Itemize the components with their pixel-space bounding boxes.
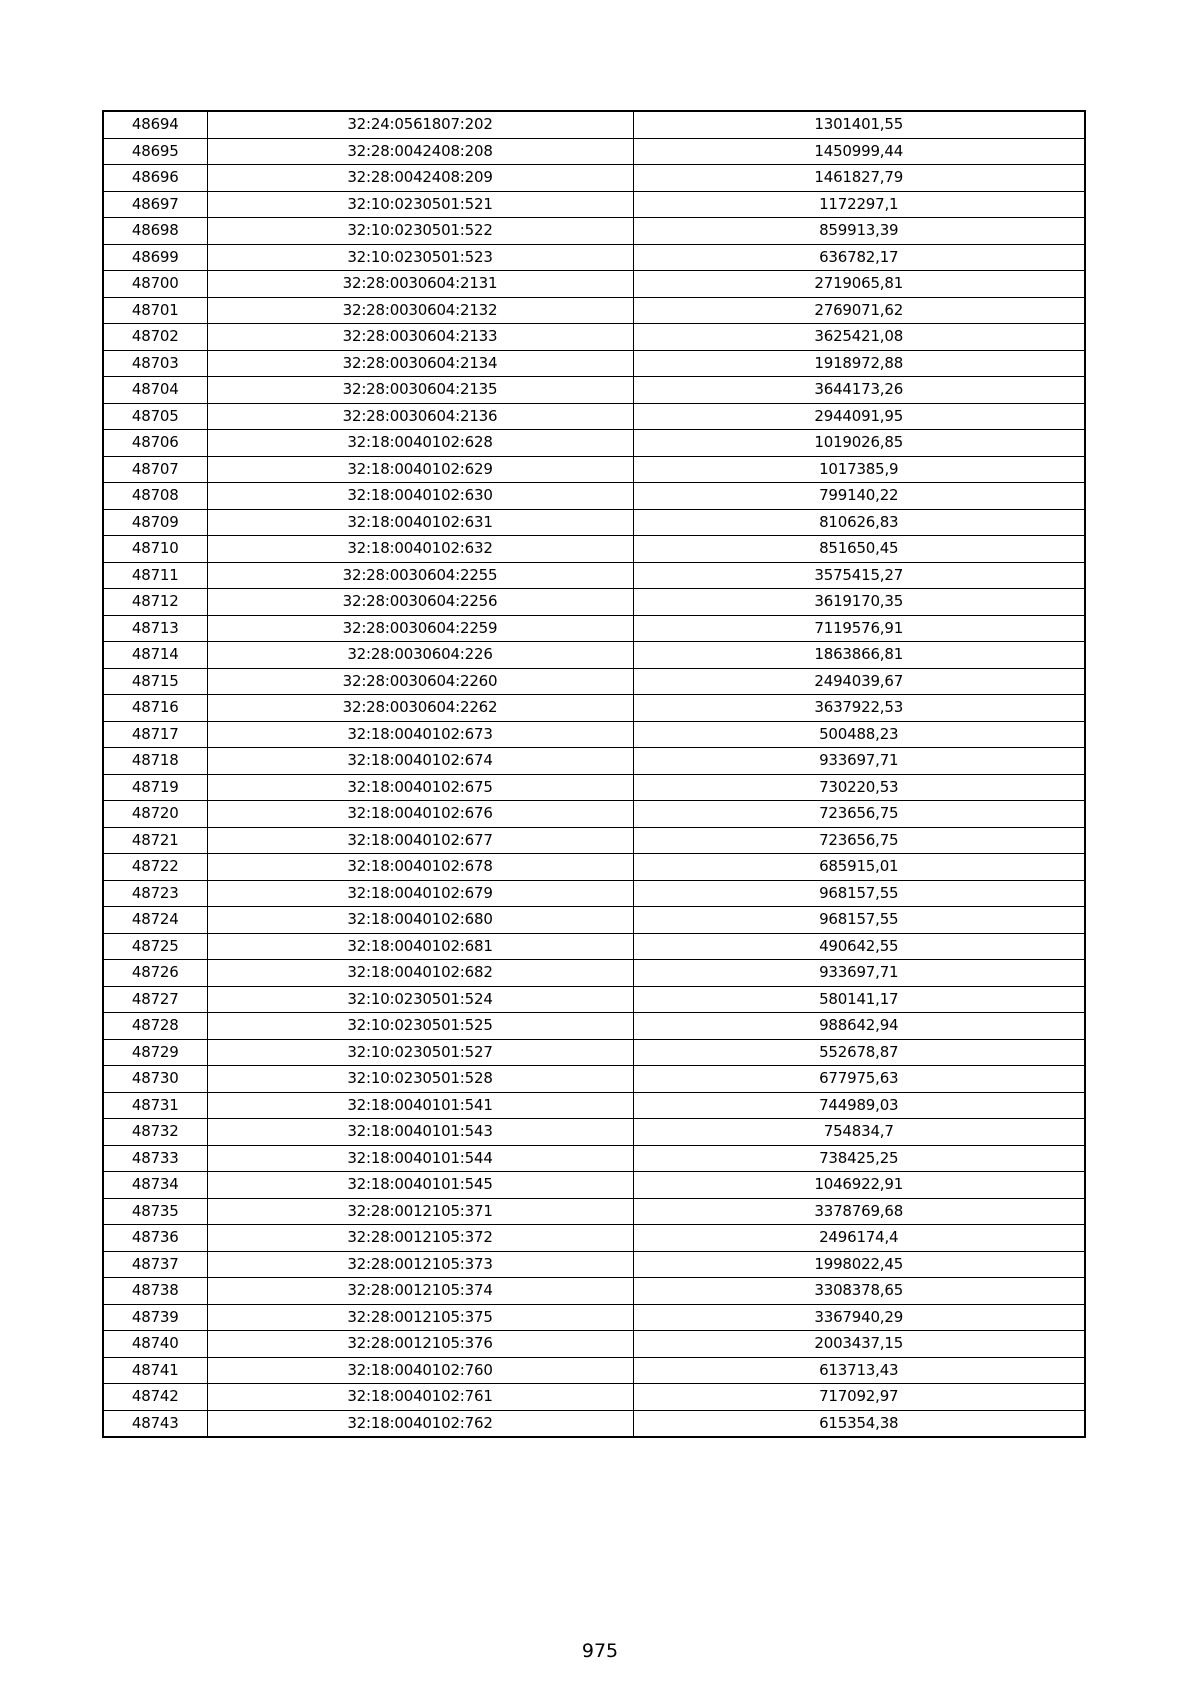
cadastral-value-cell: 723656,75 <box>633 827 1085 854</box>
table-row <box>103 695 1085 722</box>
cadastral-value-cell: 685915,01 <box>633 854 1085 881</box>
cadastral-number-cell: 32:18:0040102:677 <box>207 827 633 854</box>
row-number-cell: 48723 <box>103 880 207 907</box>
table-row <box>103 456 1085 483</box>
cadastral-number-cell: 32:10:0230501:521 <box>207 191 633 218</box>
row-number-cell: 48699 <box>103 244 207 271</box>
cadastral-number-cell: 32:18:0040102:678 <box>207 854 633 881</box>
cadastral-number-cell: 32:18:0040101:545 <box>207 1172 633 1199</box>
cadastral-value-cell: 2494039,67 <box>633 668 1085 695</box>
cadastral-value-cell: 677975,63 <box>633 1066 1085 1093</box>
cadastral-value-cell: 3619170,35 <box>633 589 1085 616</box>
cadastral-number-cell: 32:28:0012105:376 <box>207 1331 633 1358</box>
cadastral-number-cell: 32:10:0230501:522 <box>207 218 633 245</box>
cadastral-number-cell: 32:28:0030604:2132 <box>207 297 633 324</box>
row-number-cell: 48716 <box>103 695 207 722</box>
table-row <box>103 350 1085 377</box>
table-row <box>103 1331 1085 1358</box>
cadastral-number-cell: 32:28:0012105:372 <box>207 1225 633 1252</box>
cadastral-value-cell: 717092,97 <box>633 1384 1085 1411</box>
row-number-cell: 48730 <box>103 1066 207 1093</box>
table-row <box>103 668 1085 695</box>
cadastral-value-cell: 1046922,91 <box>633 1172 1085 1199</box>
row-number-cell: 48735 <box>103 1198 207 1225</box>
cadastral-value-cell: 2003437,15 <box>633 1331 1085 1358</box>
cadastral-value-cell: 2496174,4 <box>633 1225 1085 1252</box>
table-row <box>103 960 1085 987</box>
cadastral-number-cell: 32:18:0040101:543 <box>207 1119 633 1146</box>
cadastral-value-cell: 933697,71 <box>633 960 1085 987</box>
page-number: 975 <box>581 1640 619 1662</box>
table-row <box>103 986 1085 1013</box>
cadastral-value-cell: 613713,43 <box>633 1357 1085 1384</box>
cadastral-number-cell: 32:28:0030604:2262 <box>207 695 633 722</box>
row-number-cell: 48722 <box>103 854 207 881</box>
cadastral-number-cell: 32:18:0040102:682 <box>207 960 633 987</box>
cadastral-value-cell: 636782,17 <box>633 244 1085 271</box>
table-row <box>103 430 1085 457</box>
cadastral-number-cell: 32:18:0040102:629 <box>207 456 633 483</box>
cadastral-number-cell: 32:18:0040102:679 <box>207 880 633 907</box>
row-number-cell: 48697 <box>103 191 207 218</box>
row-number-cell: 48728 <box>103 1013 207 1040</box>
row-number-cell: 48734 <box>103 1172 207 1199</box>
table-row <box>103 138 1085 165</box>
row-number-cell: 48713 <box>103 615 207 642</box>
cadastral-number-cell: 32:18:0040102:674 <box>207 748 633 775</box>
cadastral-number-cell: 32:28:0030604:2133 <box>207 324 633 351</box>
row-number-cell: 48707 <box>103 456 207 483</box>
cadastral-number-cell: 32:28:0030604:226 <box>207 642 633 669</box>
cadastral-value-cell: 3575415,27 <box>633 562 1085 589</box>
cadastral-number-cell: 32:28:0012105:375 <box>207 1304 633 1331</box>
row-number-cell: 48705 <box>103 403 207 430</box>
cadastral-number-cell: 32:18:0040102:680 <box>207 907 633 934</box>
table-row <box>103 244 1085 271</box>
cadastral-value-cell: 988642,94 <box>633 1013 1085 1040</box>
table-row <box>103 854 1085 881</box>
cadastral-value-cell: 1172297,1 <box>633 191 1085 218</box>
row-number-cell: 48709 <box>103 509 207 536</box>
cadastral-number-cell: 32:18:0040102:631 <box>207 509 633 536</box>
table-row <box>103 1357 1085 1384</box>
table-row <box>103 191 1085 218</box>
row-number-cell: 48720 <box>103 801 207 828</box>
table-row <box>103 483 1085 510</box>
cadastral-value-cell: 7119576,91 <box>633 615 1085 642</box>
row-number-cell: 48708 <box>103 483 207 510</box>
cadastral-number-cell: 32:28:0042408:209 <box>207 165 633 192</box>
cadastral-value-cell: 1017385,9 <box>633 456 1085 483</box>
cadastral-number-cell: 32:10:0230501:525 <box>207 1013 633 1040</box>
row-number-cell: 48742 <box>103 1384 207 1411</box>
cadastral-number-cell: 32:10:0230501:524 <box>207 986 633 1013</box>
table-row <box>103 562 1085 589</box>
cadastral-value-cell: 490642,55 <box>633 933 1085 960</box>
cadastral-value-cell: 3644173,26 <box>633 377 1085 404</box>
row-number-cell: 48736 <box>103 1225 207 1252</box>
row-number-cell: 48696 <box>103 165 207 192</box>
table-row <box>103 509 1085 536</box>
row-number-cell: 48725 <box>103 933 207 960</box>
table-row <box>103 111 1085 138</box>
cadastral-value-cell: 859913,39 <box>633 218 1085 245</box>
table-row <box>103 1198 1085 1225</box>
row-number-cell: 48726 <box>103 960 207 987</box>
cadastral-value-cell: 754834,7 <box>633 1119 1085 1146</box>
cadastral-number-cell: 32:28:0030604:2136 <box>207 403 633 430</box>
row-number-cell: 48711 <box>103 562 207 589</box>
table-row <box>103 615 1085 642</box>
table-row <box>103 907 1085 934</box>
table-row <box>103 1145 1085 1172</box>
cadastral-value-cell: 3637922,53 <box>633 695 1085 722</box>
cadastral-value-cell: 615354,38 <box>633 1410 1085 1437</box>
cadastral-value-cell: 738425,25 <box>633 1145 1085 1172</box>
table-row <box>103 1225 1085 1252</box>
cadastral-value-cell: 3625421,08 <box>633 324 1085 351</box>
table-row <box>103 827 1085 854</box>
cadastral-value-cell: 799140,22 <box>633 483 1085 510</box>
cadastral-value-cell: 3378769,68 <box>633 1198 1085 1225</box>
row-number-cell: 48712 <box>103 589 207 616</box>
cadastral-number-cell: 32:10:0230501:528 <box>207 1066 633 1093</box>
row-number-cell: 48732 <box>103 1119 207 1146</box>
cadastral-number-cell: 32:18:0040102:673 <box>207 721 633 748</box>
cadastral-number-cell: 32:28:0042408:208 <box>207 138 633 165</box>
cadastral-value-cell: 3308378,65 <box>633 1278 1085 1305</box>
cadastral-number-cell: 32:28:0030604:2255 <box>207 562 633 589</box>
table-row <box>103 377 1085 404</box>
cadastral-number-cell: 32:28:0012105:374 <box>207 1278 633 1305</box>
cadastral-value-cell: 968157,55 <box>633 907 1085 934</box>
cadastral-value-cell: 968157,55 <box>633 880 1085 907</box>
cadastral-number-cell: 32:18:0040102:762 <box>207 1410 633 1437</box>
row-number-cell: 48737 <box>103 1251 207 1278</box>
row-number-cell: 48706 <box>103 430 207 457</box>
cadastral-value-table <box>102 110 1086 1438</box>
cadastral-number-cell: 32:28:0030604:2131 <box>207 271 633 298</box>
cadastral-number-cell: 32:18:0040102:628 <box>207 430 633 457</box>
row-number-cell: 48700 <box>103 271 207 298</box>
cadastral-value-cell: 552678,87 <box>633 1039 1085 1066</box>
table-row <box>103 748 1085 775</box>
row-number-cell: 48729 <box>103 1039 207 1066</box>
row-number-cell: 48738 <box>103 1278 207 1305</box>
table-row <box>103 297 1085 324</box>
table-body <box>103 111 1085 1437</box>
cadastral-number-cell: 32:28:0030604:2256 <box>207 589 633 616</box>
row-number-cell: 48721 <box>103 827 207 854</box>
cadastral-value-cell: 1918972,88 <box>633 350 1085 377</box>
cadastral-number-cell: 32:28:0012105:373 <box>207 1251 633 1278</box>
cadastral-number-cell: 32:10:0230501:523 <box>207 244 633 271</box>
row-number-cell: 48727 <box>103 986 207 1013</box>
cadastral-number-cell: 32:28:0030604:2259 <box>207 615 633 642</box>
cadastral-value-cell: 2719065,81 <box>633 271 1085 298</box>
table-row <box>103 642 1085 669</box>
cadastral-value-cell: 580141,17 <box>633 986 1085 1013</box>
row-number-cell: 48694 <box>103 111 207 138</box>
row-number-cell: 48704 <box>103 377 207 404</box>
table-row <box>103 324 1085 351</box>
cadastral-value-cell: 1019026,85 <box>633 430 1085 457</box>
table-row <box>103 165 1085 192</box>
table-row <box>103 933 1085 960</box>
cadastral-value-cell: 500488,23 <box>633 721 1085 748</box>
row-number-cell: 48724 <box>103 907 207 934</box>
cadastral-number-cell: 32:28:0030604:2135 <box>207 377 633 404</box>
row-number-cell: 48715 <box>103 668 207 695</box>
cadastral-value-cell: 744989,03 <box>633 1092 1085 1119</box>
row-number-cell: 48702 <box>103 324 207 351</box>
row-number-cell: 48740 <box>103 1331 207 1358</box>
row-number-cell: 48718 <box>103 748 207 775</box>
row-number-cell: 48733 <box>103 1145 207 1172</box>
cadastral-value-cell: 1998022,45 <box>633 1251 1085 1278</box>
cadastral-number-cell: 32:18:0040102:681 <box>207 933 633 960</box>
row-number-cell: 48701 <box>103 297 207 324</box>
cadastral-value-cell: 1301401,55 <box>633 111 1085 138</box>
table-row <box>103 1119 1085 1146</box>
cadastral-value-cell: 723656,75 <box>633 801 1085 828</box>
table-row <box>103 1251 1085 1278</box>
table-row <box>103 801 1085 828</box>
cadastral-number-cell: 32:18:0040101:544 <box>207 1145 633 1172</box>
cadastral-value-cell: 851650,45 <box>633 536 1085 563</box>
table-row <box>103 1410 1085 1437</box>
table-row <box>103 1013 1085 1040</box>
row-number-cell: 48741 <box>103 1357 207 1384</box>
cadastral-number-cell: 32:28:0030604:2260 <box>207 668 633 695</box>
table-row <box>103 1384 1085 1411</box>
row-number-cell: 48731 <box>103 1092 207 1119</box>
table-row <box>103 721 1085 748</box>
cadastral-value-cell: 1450999,44 <box>633 138 1085 165</box>
cadastral-value-cell: 1461827,79 <box>633 165 1085 192</box>
cadastral-number-cell: 32:24:0561807:202 <box>207 111 633 138</box>
cadastral-value-cell: 933697,71 <box>633 748 1085 775</box>
cadastral-number-cell: 32:18:0040102:676 <box>207 801 633 828</box>
row-number-cell: 48739 <box>103 1304 207 1331</box>
row-number-cell: 48719 <box>103 774 207 801</box>
cadastral-number-cell: 32:28:0012105:371 <box>207 1198 633 1225</box>
row-number-cell: 48717 <box>103 721 207 748</box>
table-row <box>103 536 1085 563</box>
cadastral-value-cell: 810626,83 <box>633 509 1085 536</box>
cadastral-number-cell: 32:18:0040102:761 <box>207 1384 633 1411</box>
row-number-cell: 48703 <box>103 350 207 377</box>
cadastral-number-cell: 32:28:0030604:2134 <box>207 350 633 377</box>
table-row <box>103 880 1085 907</box>
table-row <box>103 1172 1085 1199</box>
cadastral-number-cell: 32:18:0040101:541 <box>207 1092 633 1119</box>
cadastral-number-cell: 32:18:0040102:675 <box>207 774 633 801</box>
table-row <box>103 1304 1085 1331</box>
table-row <box>103 271 1085 298</box>
table-row <box>103 403 1085 430</box>
cadastral-number-cell: 32:10:0230501:527 <box>207 1039 633 1066</box>
table-row <box>103 1066 1085 1093</box>
table-row <box>103 218 1085 245</box>
table-row <box>103 1092 1085 1119</box>
cadastral-value-cell: 2769071,62 <box>633 297 1085 324</box>
cadastral-number-cell: 32:18:0040102:630 <box>207 483 633 510</box>
row-number-cell: 48698 <box>103 218 207 245</box>
cadastral-number-cell: 32:18:0040102:760 <box>207 1357 633 1384</box>
cadastral-value-cell: 2944091,95 <box>633 403 1085 430</box>
row-number-cell: 48743 <box>103 1410 207 1437</box>
row-number-cell: 48695 <box>103 138 207 165</box>
cadastral-value-cell: 730220,53 <box>633 774 1085 801</box>
row-number-cell: 48714 <box>103 642 207 669</box>
row-number-cell: 48710 <box>103 536 207 563</box>
table-row <box>103 589 1085 616</box>
cadastral-number-cell: 32:18:0040102:632 <box>207 536 633 563</box>
table-row <box>103 774 1085 801</box>
table-row <box>103 1039 1085 1066</box>
table-row <box>103 1278 1085 1305</box>
cadastral-value-cell: 3367940,29 <box>633 1304 1085 1331</box>
cadastral-value-cell: 1863866,81 <box>633 642 1085 669</box>
